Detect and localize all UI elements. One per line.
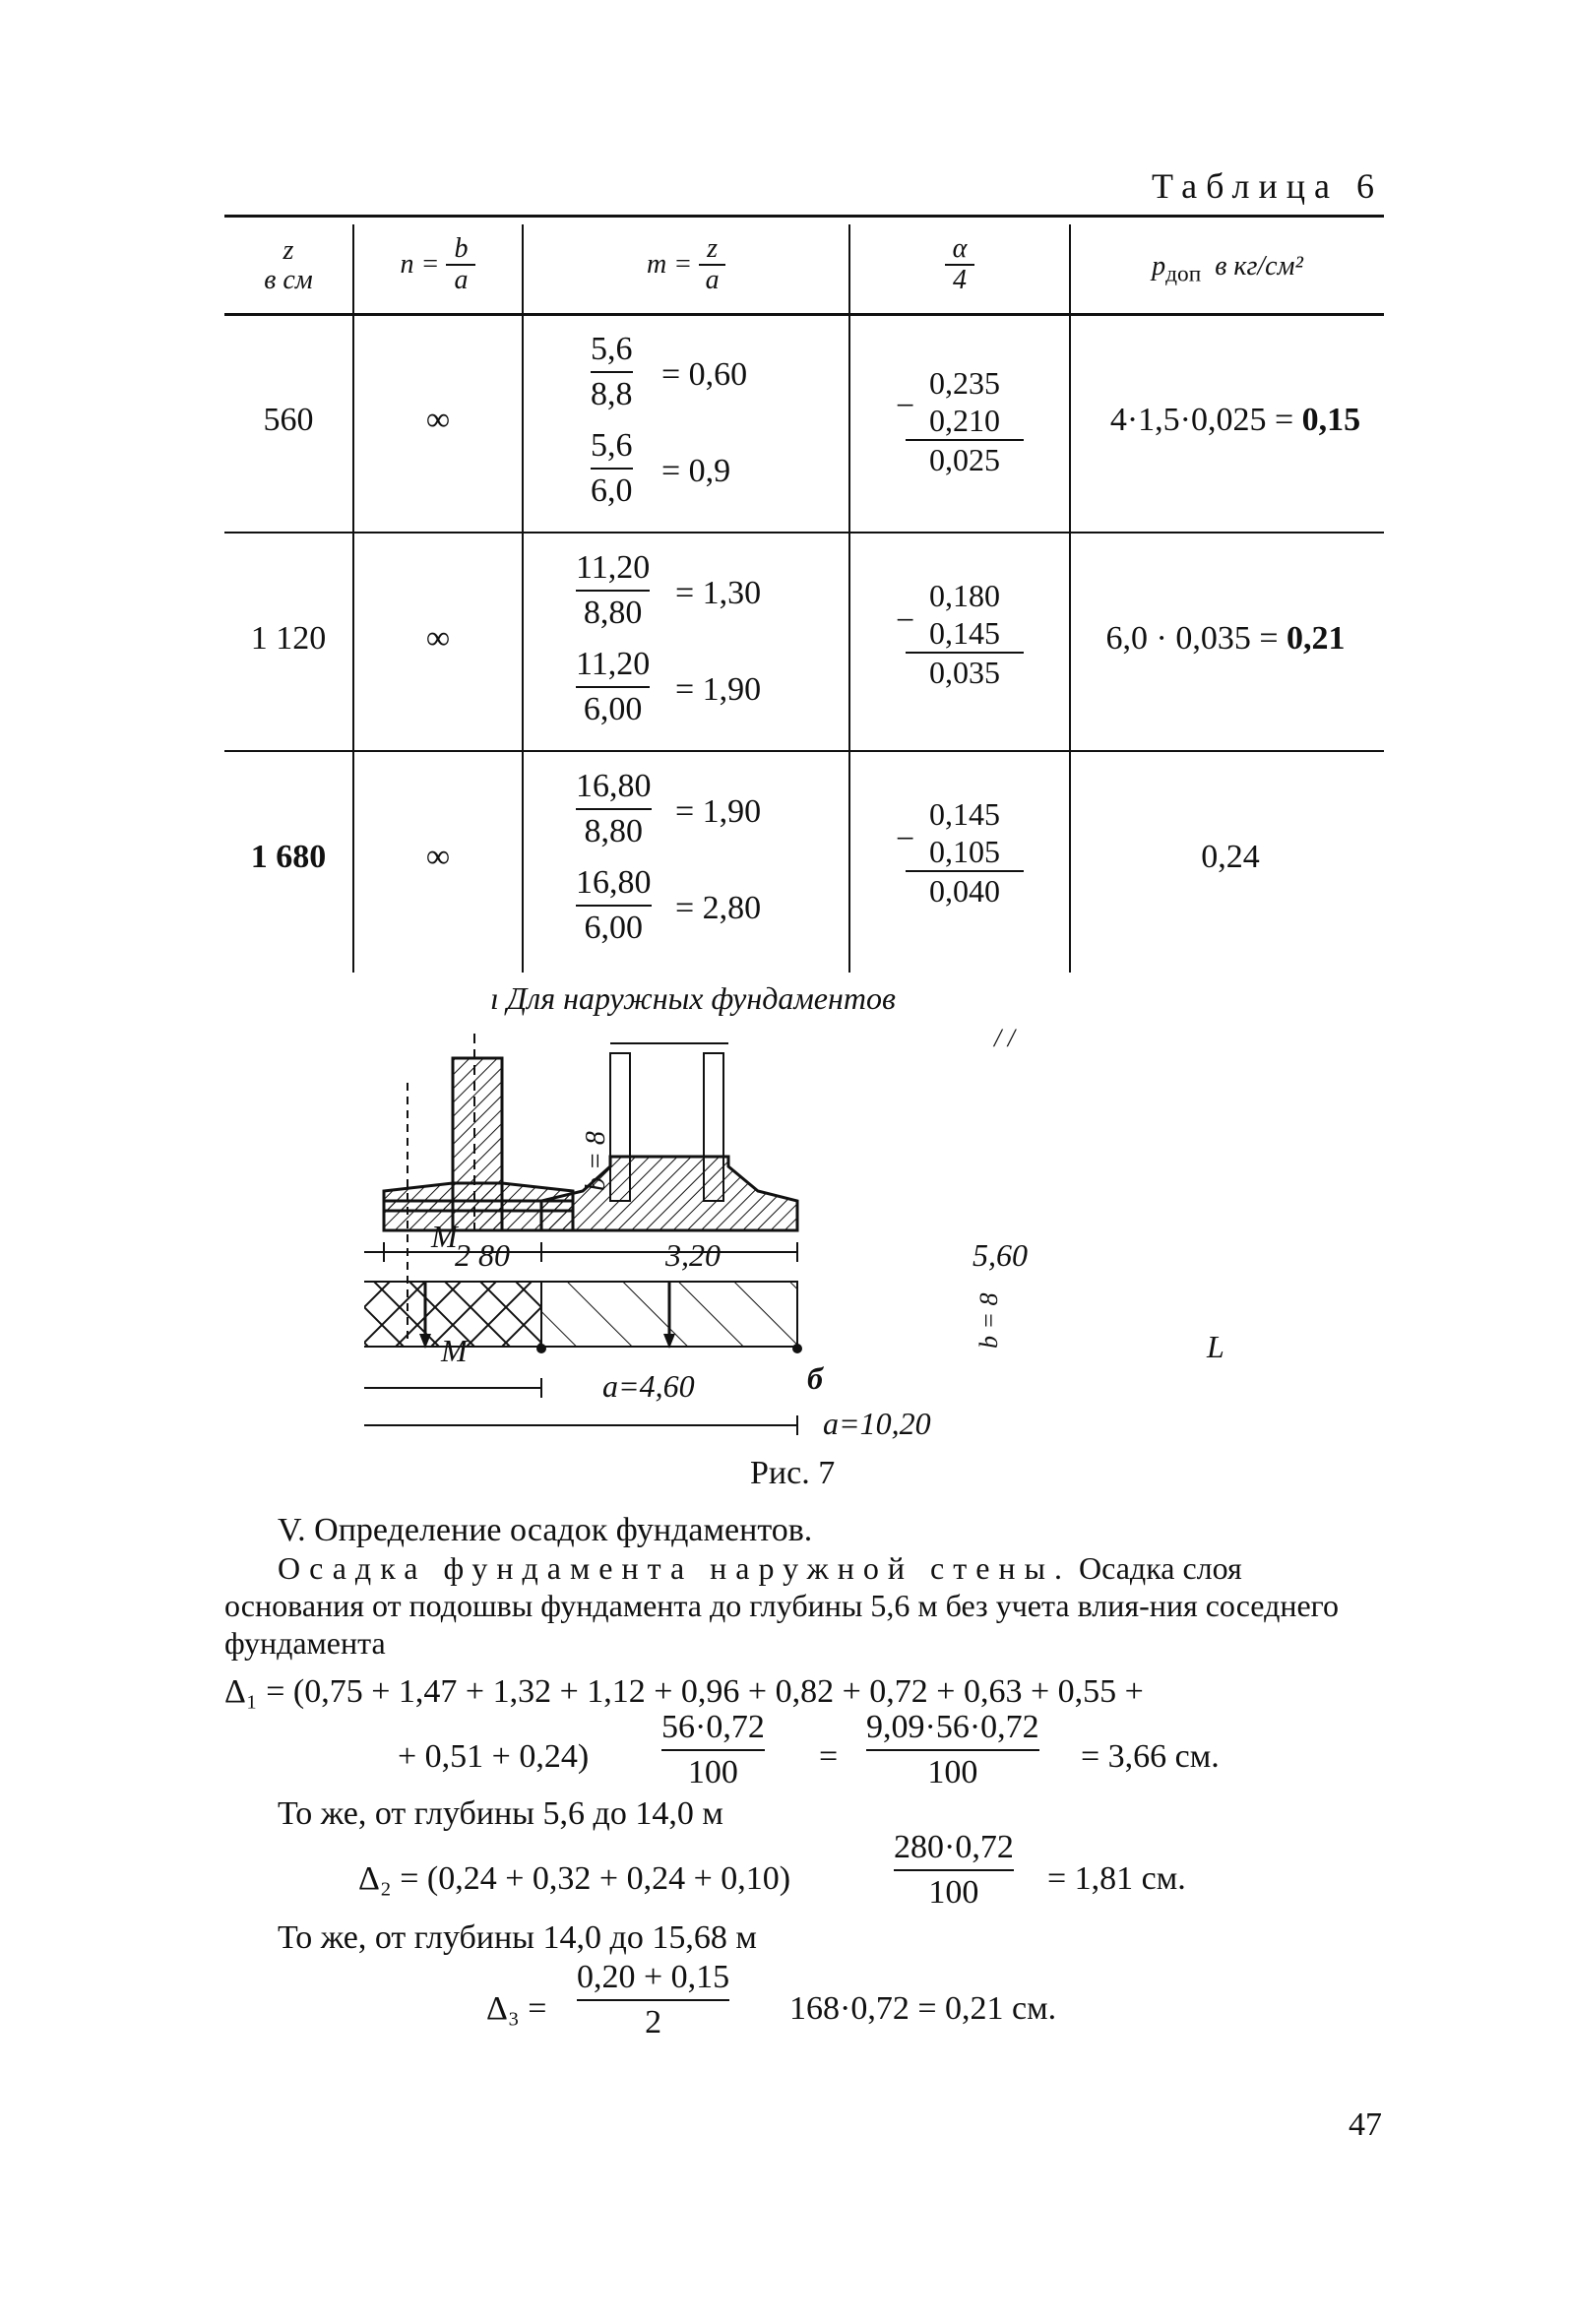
row2-n: ∞ bbox=[425, 620, 451, 657]
header-m-label: m = bbox=[646, 249, 693, 280]
row1-z: 560 bbox=[263, 402, 314, 438]
header-alpha bbox=[850, 234, 1069, 296]
table-top-rule bbox=[224, 215, 1384, 218]
formula-d3-den: 2 bbox=[645, 2004, 662, 2041]
row1-n: ∞ bbox=[425, 402, 451, 438]
formula-d1-f2-den: 100 bbox=[927, 1754, 978, 1790]
row2-alpha bbox=[906, 577, 1024, 691]
row3-m1-den: 8,80 bbox=[584, 813, 643, 849]
row1-m2-den: 6,0 bbox=[591, 472, 633, 509]
label-560: 5,60 bbox=[973, 1237, 1028, 1273]
row1-p bbox=[1073, 402, 1398, 439]
row1-m2 bbox=[591, 429, 633, 508]
row2-m1-num: 11,20 bbox=[576, 549, 651, 586]
row3-p-val: 0,24 bbox=[1201, 839, 1260, 875]
formula-d1-line2: + 0,51 + 0,24) bbox=[398, 1738, 590, 1775]
row2-m2-val: = 1,90 bbox=[675, 671, 762, 708]
para-spaced: Осадка фундамента наружной стены. bbox=[278, 1550, 1072, 1586]
formula-d3-frac bbox=[577, 1961, 729, 2040]
label-L: L bbox=[1207, 1329, 1224, 1364]
row3-minus: − bbox=[896, 821, 915, 857]
header-z-symbol: z bbox=[282, 235, 294, 266]
row1-m1-num: 5,6 bbox=[591, 331, 633, 367]
row2-m1-val: = 1,30 bbox=[675, 575, 762, 611]
row2-m2-num: 11,20 bbox=[576, 646, 651, 682]
label-b-left: b = 8 bbox=[581, 1131, 611, 1191]
row3-alpha bbox=[906, 795, 1024, 910]
label-a1020: a=10,20 bbox=[823, 1406, 931, 1441]
formula-d1-eq: = bbox=[819, 1738, 839, 1775]
row1-m1 bbox=[591, 333, 633, 411]
row2-z: 1 120 bbox=[250, 620, 327, 657]
formula-d3-result: 168·0,72 = 0,21 см. bbox=[789, 1990, 1057, 2027]
row2-a3: 0,035 bbox=[929, 655, 1000, 690]
row3-m2-num: 16,80 bbox=[576, 864, 652, 901]
table-row-rule-2 bbox=[224, 750, 1384, 752]
header-m bbox=[524, 234, 848, 295]
row3-m1-num: 16,80 bbox=[576, 768, 652, 804]
header-p bbox=[1071, 251, 1384, 288]
row3-a1: 0,145 bbox=[929, 796, 1000, 832]
row1-m2-val: = 0,9 bbox=[661, 453, 731, 489]
formula-d2-num: 280·0,72 bbox=[894, 1829, 1014, 1865]
formula-d1-f1-num: 56·0,72 bbox=[661, 1709, 765, 1745]
formula-d1-f2-num: 9,09·56·0,72 bbox=[866, 1709, 1039, 1745]
row2-a1: 0,180 bbox=[929, 578, 1000, 613]
row3-m1-val: = 1,90 bbox=[675, 793, 762, 830]
text-same-2: То же, от глубины 14,0 до 15,68 м bbox=[278, 1919, 757, 1956]
right-foundation bbox=[541, 1043, 797, 1230]
header-m-den: a bbox=[705, 265, 720, 295]
row3-a2: 0,105 bbox=[906, 833, 1024, 872]
page-number: 47 bbox=[1349, 2106, 1382, 2143]
row1-alpha bbox=[906, 364, 1024, 478]
label-b-right: b = 8 bbox=[974, 1292, 1003, 1349]
formula-d3: Δ₃ = bbox=[486, 1990, 547, 2027]
formula-d1-frac2 bbox=[866, 1711, 1039, 1790]
formula-d1-result: = 3,66 см. bbox=[1081, 1738, 1220, 1775]
row2-m1 bbox=[576, 551, 650, 630]
row2-p-expr: 6,0 · 0,035 = bbox=[1105, 620, 1279, 657]
formula-d2-frac bbox=[894, 1831, 1014, 1910]
row3-m2-den: 6,00 bbox=[584, 910, 643, 946]
row3-m2 bbox=[576, 866, 652, 945]
formula-d2: Δ₂ = (0,24 + 0,32 + 0,24 + 0,10) bbox=[358, 1860, 791, 1897]
row1-p-val: 0,15 bbox=[1301, 402, 1361, 438]
row2-p bbox=[1073, 620, 1378, 658]
section-paragraph bbox=[224, 1549, 1386, 1662]
text-same-1: То же, от глубины 5,6 до 14,0 м bbox=[278, 1795, 723, 1832]
para-rest: Осадка слоя основания от подошвы фундамента до глубины 5,6 м без учета влия-ния соседнего фундамента bbox=[224, 1550, 1339, 1661]
row2-a2: 0,145 bbox=[906, 614, 1024, 654]
row1-m2-num: 5,6 bbox=[591, 427, 633, 464]
label-280: 2 80 bbox=[455, 1237, 510, 1273]
header-z-unit: в см bbox=[264, 265, 313, 295]
table-col-rule-4 bbox=[1069, 224, 1071, 973]
header-alpha-num: α bbox=[945, 234, 975, 266]
row2-m2-den: 6,00 bbox=[583, 691, 643, 727]
formula-d1-line1: Δ₁ = (0,75 + 1,47 + 1,32 + 1,12 + 0,96 + 0,82 + 0,72 + 0,63 + 0,55 + bbox=[224, 1673, 1144, 1710]
header-p-sub: доп bbox=[1165, 261, 1202, 287]
row3-p bbox=[1073, 839, 1388, 876]
row2-m2 bbox=[576, 648, 650, 726]
formula-d1-f1-den: 100 bbox=[687, 1754, 738, 1790]
row3-n: ∞ bbox=[425, 839, 451, 875]
row2-minus: − bbox=[896, 602, 915, 639]
header-p-label: p bbox=[1152, 251, 1166, 282]
table-title: Таблица 6 bbox=[1152, 166, 1383, 206]
row3-a3: 0,040 bbox=[929, 873, 1000, 909]
row1-a1: 0,235 bbox=[929, 365, 1000, 401]
row1-m1-den: 8,8 bbox=[591, 376, 633, 412]
table-col-rule-3 bbox=[848, 224, 850, 973]
label-M-left: M bbox=[441, 1333, 468, 1368]
row1-minus: − bbox=[896, 388, 915, 424]
row2-m1-den: 8,80 bbox=[583, 595, 643, 631]
row1-a2: 0,210 bbox=[906, 402, 1024, 441]
section-heading: V. Определение осадок фундаментов. bbox=[278, 1512, 813, 1548]
table-row-rule-1 bbox=[224, 532, 1384, 534]
header-n-den: a bbox=[454, 265, 469, 295]
figure-top-caption: ı Для наружных фундаментов bbox=[490, 980, 896, 1016]
formula-d3-num: 0,20 + 0,15 bbox=[577, 1959, 730, 1995]
row1-m1-val: = 0,60 bbox=[661, 356, 748, 393]
row3-m2-val: = 2,80 bbox=[675, 890, 762, 926]
figure-caption: Рис. 7 bbox=[750, 1455, 836, 1491]
header-n-label: n = bbox=[400, 249, 440, 280]
header-n bbox=[354, 234, 522, 295]
label-a460: a=4,60 bbox=[602, 1368, 695, 1404]
formula-d1-frac1 bbox=[661, 1711, 765, 1790]
header-n-num: b bbox=[446, 234, 475, 266]
label-M-top: M bbox=[431, 1219, 458, 1254]
header-m-num: z bbox=[699, 234, 725, 266]
table-col-rule-2 bbox=[522, 224, 524, 973]
label-B: б bbox=[807, 1360, 823, 1396]
formula-d2-den: 100 bbox=[928, 1874, 979, 1911]
formula-d2-result: = 1,81 см. bbox=[1047, 1860, 1186, 1897]
row1-p-expr: 4·1,5·0,025 = bbox=[1109, 402, 1294, 438]
row1-a3: 0,025 bbox=[929, 442, 1000, 477]
table-header-rule bbox=[224, 313, 1384, 316]
row3-z: 1 680 bbox=[250, 839, 327, 875]
row3-m1 bbox=[576, 770, 652, 848]
row2-p-val: 0,21 bbox=[1287, 620, 1346, 657]
header-alpha-den: 4 bbox=[952, 265, 967, 295]
label-top-marks: / / bbox=[994, 1024, 1015, 1052]
label-320: 3,20 bbox=[665, 1237, 721, 1273]
header-z bbox=[224, 236, 352, 295]
header-p-unit: в кг/см² bbox=[1215, 251, 1303, 282]
